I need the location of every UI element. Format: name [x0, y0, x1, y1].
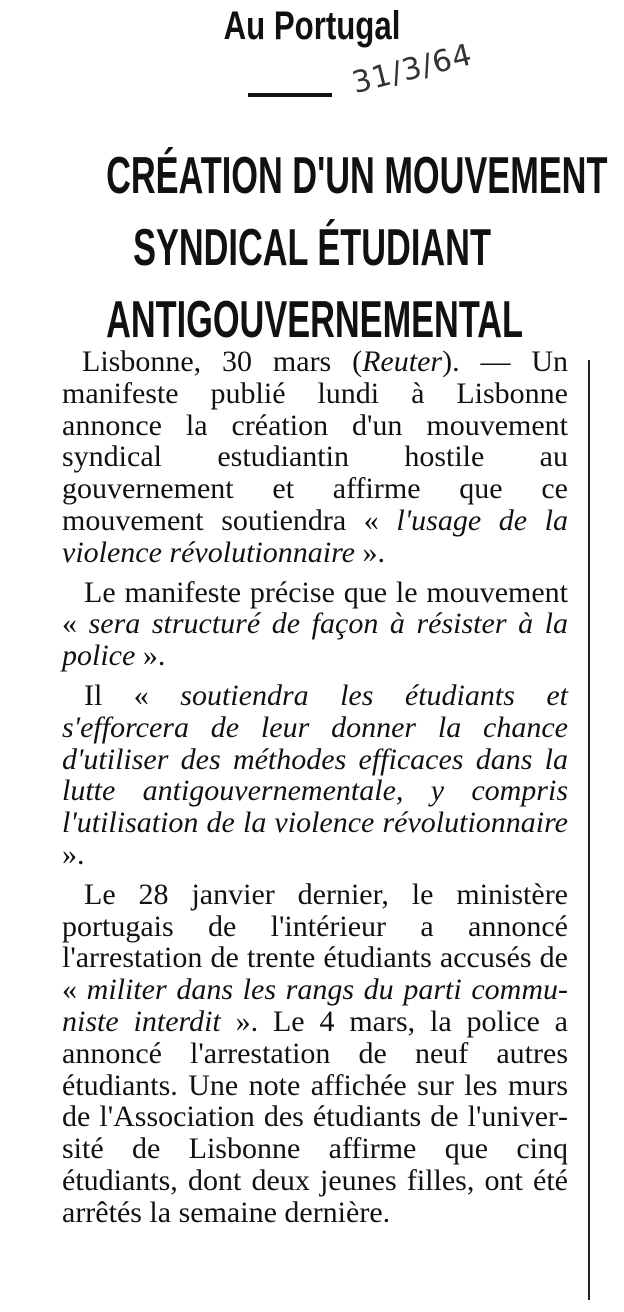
paragraph-end: ». [135, 639, 166, 673]
title-rule [248, 93, 332, 97]
headline-line-3: ANTIGOUVERNEMENTAL [106, 291, 524, 349]
column-rule [588, 360, 590, 1300]
quote: militer dans les rangs du parti communiste interdit [62, 973, 568, 1038]
paragraph-3 [62, 680, 568, 871]
handwritten-date: 31/3/64 [348, 37, 477, 101]
paragraph-end: ». [62, 837, 85, 871]
article-body [62, 346, 568, 1237]
paragraph-text: Le manifeste précise que le mouvement « [62, 575, 568, 641]
headline-line-2: SYNDICAL ÉTUDIANT [133, 219, 491, 277]
paragraph-1 [62, 346, 568, 569]
paragraph-text: Il « [84, 678, 181, 712]
quote: sera structuré de façon à résister à la police [62, 607, 568, 673]
paragraph-end: ». [354, 535, 385, 569]
paragraph-text: Le 28 janvier dernier, le ministère portugais de l'intérieur a annoncé l'arrestation de trente étudiants accusés de « [62, 877, 568, 1007]
news-agency: Reuter [362, 345, 443, 378]
paragraph-4 [62, 879, 568, 1229]
paragraph-end: ». Le 4 mars, la police a annoncé l'arrestation de neuf autres étudiants. Une note affichée sur les murs de l'Association des étudiants de l'université de Lisbonne affirme que cinq étudiants, dont deux jeunes filles, ont été arrêtés la semaine dernière. [62, 1004, 568, 1229]
section-kicker: Au Portugal [223, 4, 401, 48]
paragraph-2 [62, 577, 568, 672]
quote: soutiendra les étudiants et s'efforcera de leur donner la chance d'utiliser des méthodes efficaces dans la lutte antigouvernementale, y compris l'utilisation de la violence révolutionnaire [62, 678, 569, 840]
headline [0, 140, 624, 356]
paragraph-text: ). — Un manifeste publié lundi à Lisbonne annonce la création d'un mouvement syndical estudiantin hostile au gouvernement et affirme que ce mouvement soutiendra « [62, 345, 568, 537]
dateline: Lisbonne, 30 mars ( [82, 345, 363, 378]
headline-line-1: CRÉATION D'UN MOUVEMENT [106, 147, 608, 205]
quote: l'usage de la violence révolutionnaire [62, 503, 568, 569]
